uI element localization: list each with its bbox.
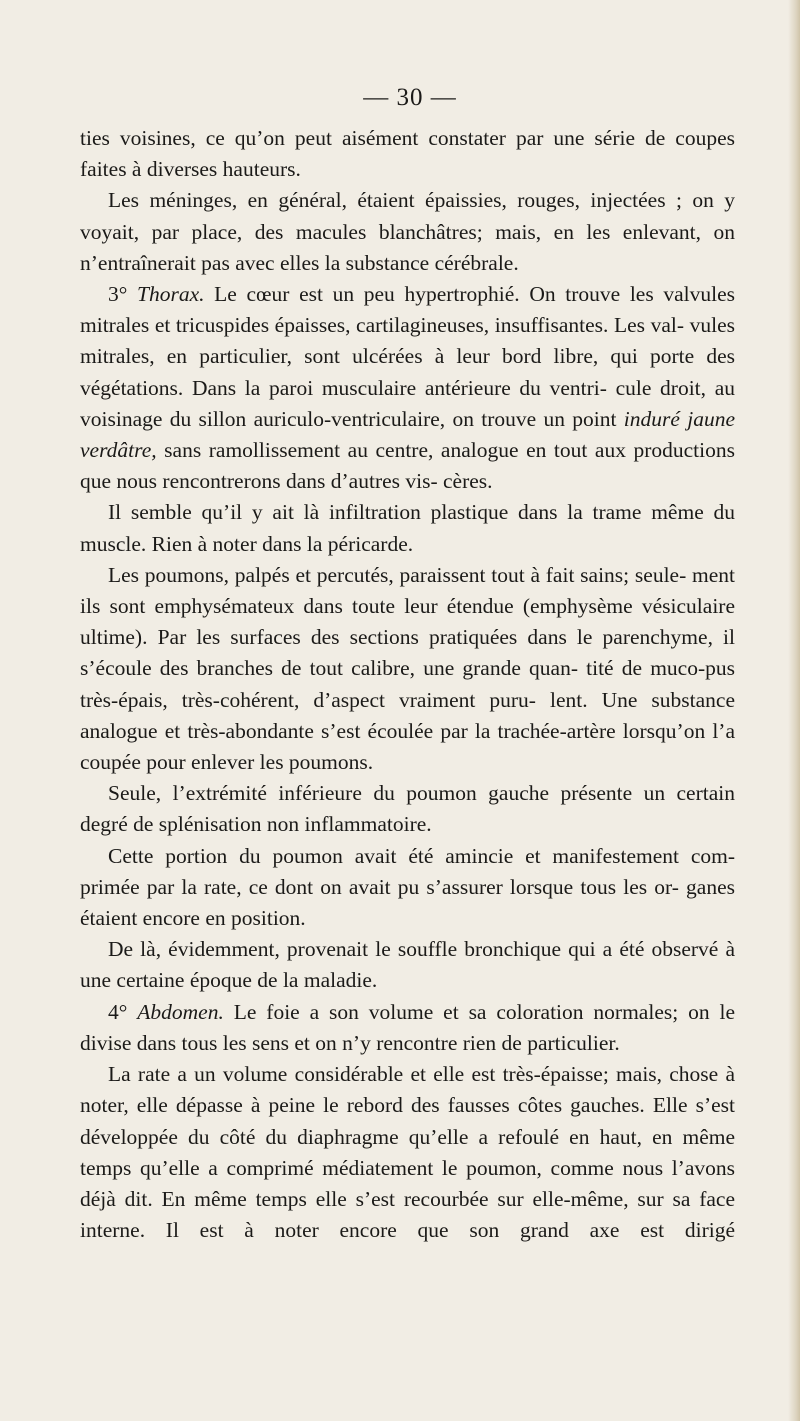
text-run: 3° [108,282,137,307]
body-text [80,123,735,1246]
italic-text: induré jaune verdâtre, [80,406,735,463]
paragraph-1 [80,123,735,185]
page-edge-shadow [788,0,800,1421]
text-run: Le foie a son volume et sa coloration normales; on le divise dans tous les sens et on n’y rencontre rien de particulier. [80,999,736,1055]
paragraph-6 [80,778,735,840]
text-run: Les méninges, en général, étaient épaissies, rouges, injectées ; on y voyait, par place, des macules blanchâtres; mais, en les enlevant, on n’entraînerait pas avec elles la substance cérébrale. [80,188,735,275]
italic-text: Abdomen. [137,999,224,1024]
page-number: — 30 — [363,84,457,111]
paragraph-3-thorax [80,279,735,497]
paragraph-2 [80,185,735,279]
text-run: De là, évidemment, provenait le souffle bronchique qui a été observé à une certaine époque de la maladie. [80,937,735,993]
text-run: Le cœur est un peu hypertrophié. On trouve les valvules mitrales et tricuspides épaisses, cartilagineuses, insuffisantes. Les val- vules mitrales, en particulier, sont ulcérées à leur bord libre, qui porte des végétations. Dans la paroi musculaire antérieure du ventri- cule droit, au voisinage du sillon auriculo-ventriculaire, on trouve un point [80,282,735,431]
paragraph-4 [80,497,735,559]
text-run: Seule, l’extrémité inférieure du poumon gauche présente un certain degré de splénisation non inflammatoire. [80,781,735,837]
paragraph-10-rate [80,1059,735,1246]
text-run: ties voisines, ce qu’on peut aisément constater par une série de coupes faites à diverses hauteurs. [80,126,735,182]
text-run: Les poumons, palpés et percutés, paraissent tout à fait sains; seule- ment ils sont emphysémateux dans toute leur étendue (emphysème vésiculaire ultime). Par les surfaces des sections pratiquées dans le parenchyme, il s’écoule des branches de tout calibre, une grande quan- tité de muco-pus très-épais, très-cohérent, d’aspect vraiment puru- lent. Une substance analogue et très-abondante s’est écoulée par la trachée-artère lorsqu’on l’a coupée pour enlever les poumons. [80,562,735,775]
paragraph-8 [80,934,735,996]
text-run: 4° [108,999,138,1024]
paragraph-9-abdomen [80,997,735,1059]
italic-text: Thorax. [137,282,205,307]
text-run: La rate a un volume considérable et elle est très-épaisse; mais, chose à noter, elle dépasse à peine le rebord des fausses côtes gauches. Elle s’est développée du côté du diaphragme qu’elle a refoulé en haut, en même temps qu’elle a comprimé médiatement le poumon, comme nous l’avons déjà dit. En même temps elle s’est recourbée sur elle-même, sur sa face interne. Il est à noter encore que son grand axe est dirigé [80,1062,735,1243]
text-run: Cette portion du poumon avait été amincie et manifestement com- primée par la rate, ce dont on avait pu s’assurer lorsque tous les or- ganes étaient encore en position. [80,843,735,931]
paragraph-5-poumons [80,560,735,778]
paragraph-7 [80,841,735,935]
text-run: sans ramollissement au centre, analogue en tout aux productions que nous rencontrerons dans d’autres vis- cères. [80,438,735,494]
text-run: Il semble qu’il y ait là infiltration plastique dans la trame même du muscle. Rien à noter dans la péricarde. [80,500,735,556]
